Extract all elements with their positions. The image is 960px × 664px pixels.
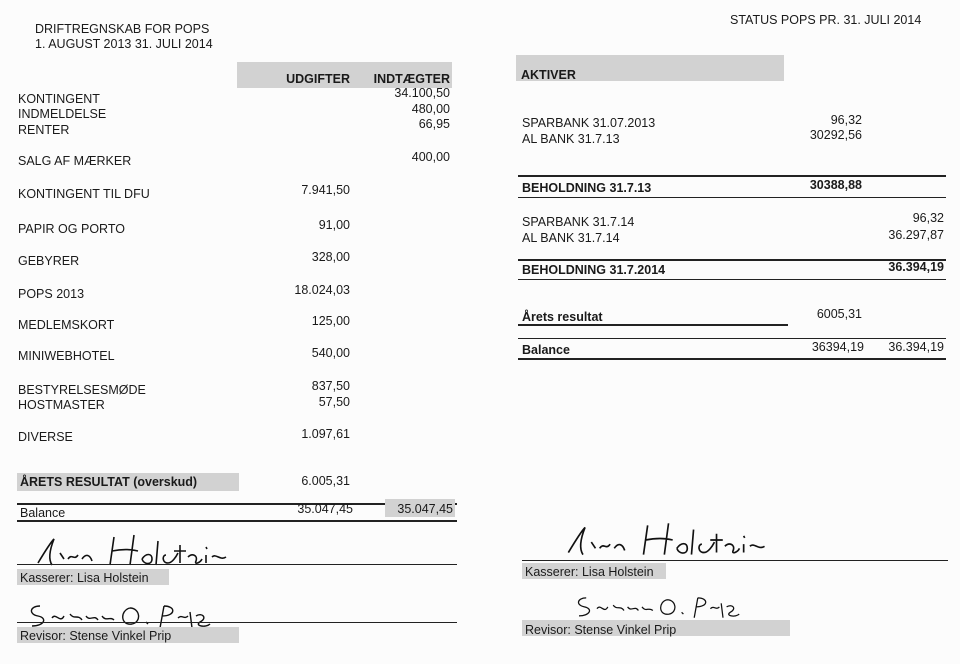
year-result-value: 6005,31: [816, 307, 862, 321]
cashier-signature-image: [30, 531, 260, 571]
expense-value: 540,00: [311, 346, 350, 360]
income-value: 66,95: [418, 117, 450, 131]
year-result-label: Årets resultat: [522, 310, 603, 324]
row-label: AL BANK 31.7.14: [522, 231, 620, 245]
balance-income-value: 35.047,45: [397, 502, 453, 516]
expense-value: 837,50: [311, 379, 350, 393]
row-label: KONTINGENT: [18, 92, 100, 106]
auditor-signature-line: [17, 622, 457, 623]
auditor-name-right: Revisor: Stense Vinkel Prip: [525, 623, 677, 637]
holding-2013-label: BEHOLDNING 31.7.13: [522, 181, 652, 195]
auditor-name: Revisor: Stense Vinkel Prip: [20, 629, 172, 643]
asset-value-2014: 96,32: [912, 211, 944, 225]
row-label: SPARBANK 31.7.14: [522, 215, 635, 229]
row-label: BESTYRELSESMØDE: [18, 383, 146, 397]
cashier-signature-line: [17, 564, 457, 565]
balance-right-value-1: 36394,19: [811, 340, 864, 354]
asset-value-2013: 96,32: [830, 113, 862, 127]
expense-value: 18.024,03: [294, 283, 350, 297]
statement-period: 1. AUGUST 2013 31. JULI 2014: [35, 37, 213, 51]
row-label: HOSTMASTER: [18, 398, 105, 412]
auditor-signature-image-right: [570, 590, 750, 622]
income-value: 34.100,50: [394, 86, 450, 100]
row-label: INDMELDELSE: [18, 107, 107, 121]
result-value: 6.005,31: [301, 474, 350, 488]
row-label: PAPIR OG PORTO: [18, 222, 125, 236]
balance-right-value-2: 36.394,19: [888, 340, 944, 354]
asset-value-2014: 36.297,87: [888, 228, 944, 242]
balance-label: Balance: [20, 506, 66, 520]
assets-header: AKTIVER: [521, 68, 576, 82]
status-title: STATUS POPS PR. 31. JULI 2014: [730, 13, 922, 27]
row-label: POPS 2013: [18, 287, 85, 301]
column-header-income: INDTÆGTER: [373, 72, 450, 86]
row-label: AL BANK 31.7.13: [522, 132, 620, 146]
balance-bottom-rule: [17, 520, 457, 522]
cashier-name-right: Kasserer: Lisa Holstein: [525, 565, 654, 579]
statement-title: DRIFTREGNSKAB FOR POPS: [35, 22, 210, 36]
row-label: SALG AF MÆRKER: [18, 154, 132, 168]
expense-value: 57,50: [318, 395, 350, 409]
balance-right-label: Balance: [522, 343, 570, 357]
holding-2014-label: BEHOLDNING 31.7.2014: [522, 263, 666, 277]
row-label: KONTINGENT TIL DFU: [18, 187, 150, 201]
holding-2013-bottom-rule: [518, 197, 946, 198]
row-label: SPARBANK 31.07.2013: [522, 116, 656, 130]
row-label: RENTER: [18, 123, 70, 137]
row-label: DIVERSE: [18, 430, 73, 444]
expense-value: 91,00: [318, 218, 350, 232]
year-result-rule: [518, 324, 788, 326]
expense-value: 328,00: [311, 250, 350, 264]
balance-right-bottom-rule: [518, 358, 946, 360]
expense-value: 125,00: [311, 314, 350, 328]
row-label: GEBYRER: [18, 254, 80, 268]
cashier-signature-image-right: [560, 518, 800, 562]
cashier-name: Kasserer: Lisa Holstein: [20, 571, 149, 585]
column-header-expenses: UDGIFTER: [286, 72, 350, 86]
balance-right-top-rule: [518, 338, 946, 339]
result-label: ÅRETS RESULTAT (overskud): [20, 475, 198, 489]
row-label: MINIWEBHOTEL: [18, 349, 115, 363]
expense-value: 7.941,50: [301, 183, 350, 197]
holding-2014-bottom-rule: [518, 279, 946, 280]
holding-2014-value: 36.394,19: [888, 260, 944, 274]
holding-2013-rule: [518, 175, 946, 177]
row-label: MEDLEMSKORT: [18, 318, 115, 332]
balance-expenses-value: 35.047,45: [297, 502, 353, 516]
cashier-signature-line-right: [522, 560, 948, 561]
income-value: 400,00: [411, 150, 450, 164]
asset-value-2013: 30292,56: [809, 128, 862, 142]
holding-2013-value: 30388,88: [809, 178, 862, 192]
income-value: 480,00: [411, 102, 450, 116]
expense-value: 1.097,61: [301, 427, 350, 441]
